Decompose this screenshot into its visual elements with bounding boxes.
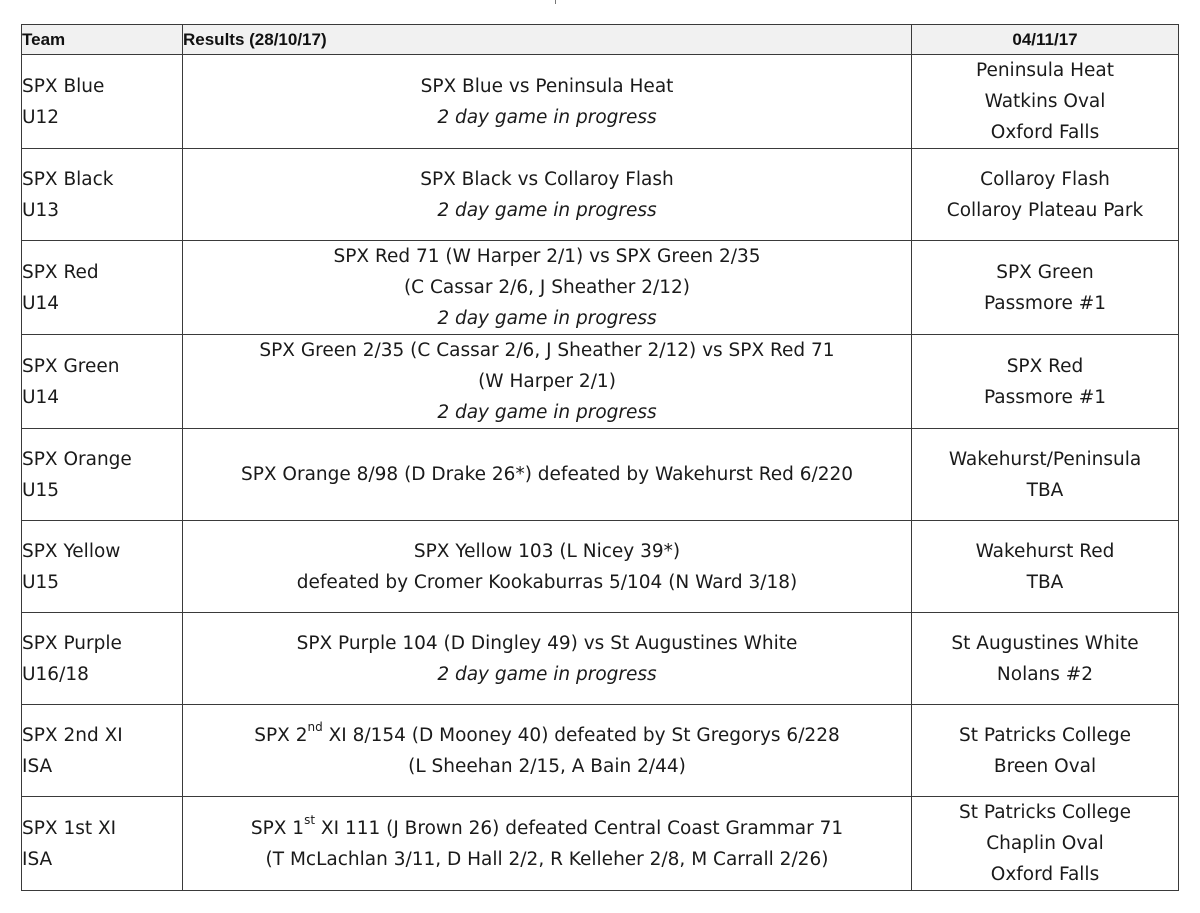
team-cell [22,55,183,149]
team-grade: U13 [22,199,60,221]
ordinal-suffix: nd [307,720,323,735]
table-row [22,797,1179,891]
next-opponent: St Patricks College [959,724,1131,746]
result-cell [183,521,912,613]
result-line: (T McLachlan 3/11, D Hall 2/2, R Kelleher 2/8, M Carrall 2/26) [265,848,829,870]
team-name: SPX Yellow [22,540,121,562]
next-venue: Watkins Oval [984,91,1106,112]
team-cell [22,613,183,705]
team-grade: U16/18 [22,663,89,685]
result-line: SPX Red 71 (W Harper 2/1) vs SPX Green 2/35 [333,246,761,267]
result-suffix: XI 8/154 (D Mooney 40) defeated by St Gregorys 6/228 [322,724,840,746]
result-cell [183,797,912,891]
next-venue: Passmore #1 [983,386,1106,408]
team-name: SPX Black [22,168,114,190]
table-row [22,241,1179,335]
table-row [22,55,1179,149]
result-status: 2 day game in progress [437,308,657,329]
result-cell [183,55,912,149]
next-opponent: SPX Red [1006,355,1084,377]
result-status: 2 day game in progress [437,106,657,128]
team-name: SPX Blue [22,75,105,97]
team-cell [22,429,183,521]
result-line: SPX Purple 104 (D Dingley 49) vs St Augustines White [296,632,798,654]
team-name: SPX 2nd XI [22,724,123,746]
result-cell [183,613,912,705]
next-fixture-cell [912,797,1179,891]
next-opponent: St Patricks College [959,802,1131,823]
next-venue: TBA [1026,571,1064,593]
result-status: 2 day game in progress [437,402,657,423]
ordinal-suffix: st [304,813,316,828]
result-line: (C Cassar 2/6, J Sheather 2/12) [403,277,691,298]
next-fixture-cell [912,613,1179,705]
result-status: 2 day game in progress [437,199,657,221]
next-fixture-cell [912,429,1179,521]
team-name: SPX Green [22,355,120,377]
next-opponent: Peninsula Heat [975,60,1115,81]
table-row [22,149,1179,241]
result-cell [183,335,912,429]
next-fixture-cell [912,335,1179,429]
table-row [22,429,1179,521]
next-opponent: Collaroy Flash [980,168,1110,190]
table-row [22,521,1179,613]
result-line [183,813,911,844]
result-line: SPX Yellow 103 (L Nicey 39*) [413,540,681,562]
next-venue: TBA [1026,479,1064,501]
header-next-fixture: 04/11/17 [912,25,1179,55]
next-location: Oxford Falls [990,864,1100,885]
table-row [22,335,1179,429]
team-cell [22,797,183,891]
result-status: 2 day game in progress [437,663,657,685]
team-grade: U14 [22,386,60,408]
table-row [22,613,1179,705]
team-grade: U12 [22,106,60,128]
team-grade: ISA [22,848,53,870]
result-line: SPX Orange 8/98 (D Drake 26*) defeated by Wakehurst Red 6/220 [240,464,854,485]
next-fixture-cell [912,241,1179,335]
next-venue: Passmore #1 [983,292,1106,314]
team-name: SPX Orange [22,448,132,470]
result-line: SPX Green 2/35 (C Cassar 2/6, J Sheather 2/12) vs SPX Red 71 [259,340,835,361]
next-opponent: Wakehurst/Peninsula [948,448,1142,470]
result-cell [183,705,912,797]
result-line: (L Sheehan 2/15, A Bain 2/44) [408,755,686,777]
result-line: (W Harper 2/1) [478,371,616,392]
team-name: SPX Purple [22,632,122,654]
header-team: Team [22,25,183,55]
team-cell [22,335,183,429]
next-venue: Breen Oval [993,755,1097,777]
next-fixture-cell [912,521,1179,613]
team-name: SPX Red [22,261,99,283]
result-cell [183,429,912,521]
result-cell [183,241,912,335]
team-cell [22,241,183,335]
result-line: SPX Blue vs Peninsula Heat [420,75,674,97]
header-results: Results (28/10/17) [183,25,912,55]
team-grade: U15 [22,571,60,593]
next-venue: Collaroy Plateau Park [946,199,1144,221]
next-location: Oxford Falls [990,122,1100,143]
team-grade: U15 [22,479,60,501]
result-prefix: SPX 2 [254,724,308,746]
next-venue: Nolans #2 [996,663,1094,685]
top-tick-mark [555,0,556,4]
next-fixture-cell [912,705,1179,797]
next-venue: Chaplin Oval [986,833,1104,854]
next-fixture-cell [912,55,1179,149]
team-grade: ISA [22,755,53,777]
team-cell [22,521,183,613]
results-table [21,24,1179,891]
result-suffix: XI 111 (J Brown 26) defeated Central Coast Grammar 71 [315,817,844,839]
team-grade: U14 [22,292,60,314]
result-cell [183,149,912,241]
team-name: SPX 1st XI [22,817,117,839]
next-opponent: Wakehurst Red [975,540,1115,562]
result-prefix: SPX 1 [250,817,305,839]
team-cell [22,149,183,241]
next-opponent: St Augustines White [951,632,1139,654]
header-row [22,25,1179,55]
result-line: defeated by Cromer Kookaburras 5/104 (N Ward 3/18) [296,571,798,593]
team-cell [22,705,183,797]
next-fixture-cell [912,149,1179,241]
result-line [183,720,911,751]
next-opponent: SPX Green [996,261,1094,283]
table-row [22,705,1179,797]
result-line: SPX Black vs Collaroy Flash [420,168,674,190]
